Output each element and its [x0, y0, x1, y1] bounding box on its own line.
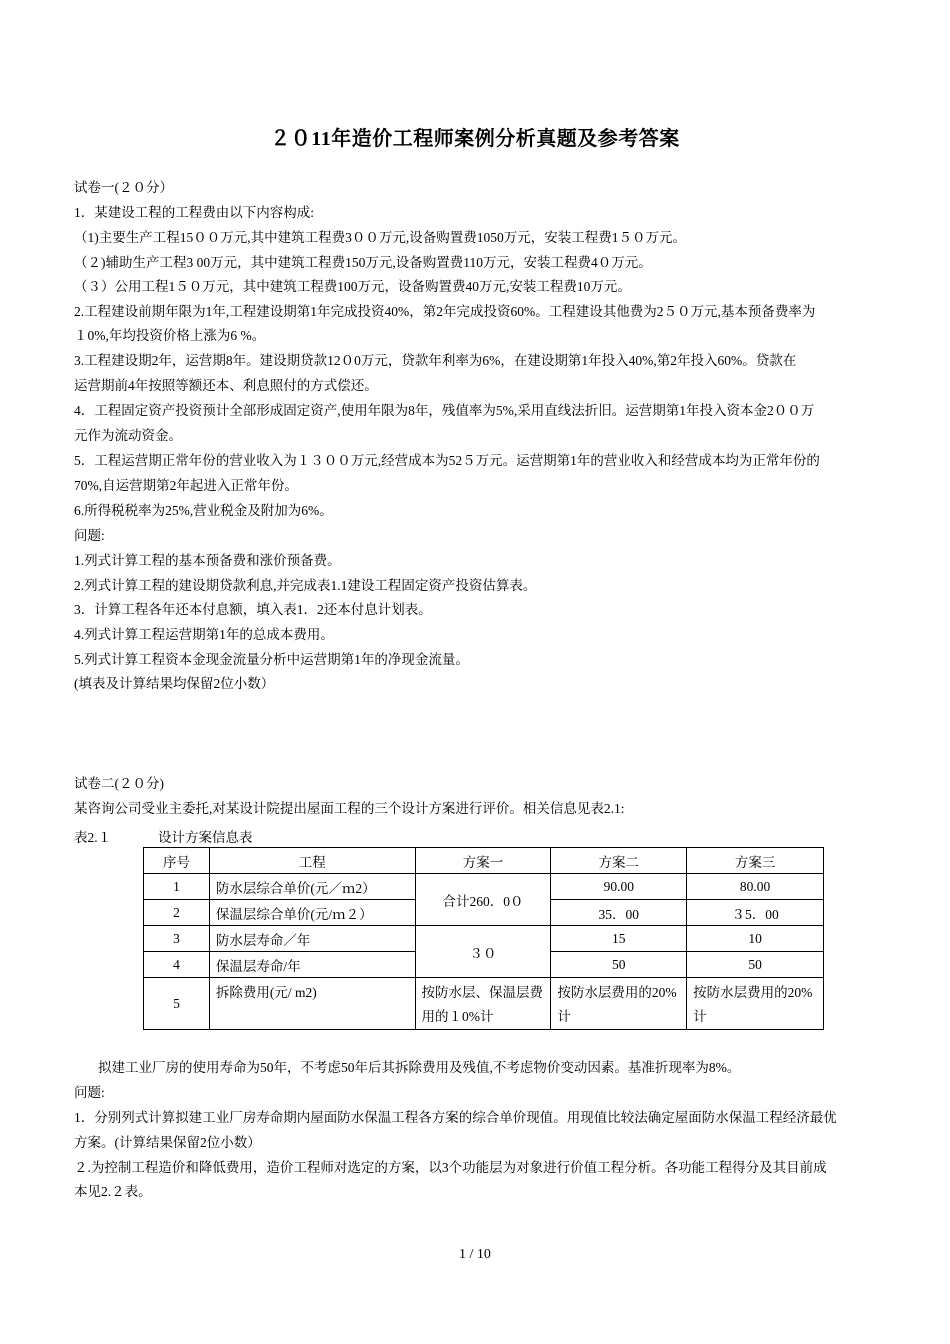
cell-no: 1	[144, 874, 210, 900]
paper1-line: 1．某建设工程的工程费由以下内容构成:	[74, 205, 315, 220]
paper1-line: （２)辅助生产工程3 00万元，其中建筑工程费150万元,设备购置费110万元，安装工程费4０万元。	[74, 255, 652, 270]
cell-plan3: 80.00	[687, 874, 824, 900]
header-cell-plan1: 方案一	[415, 848, 551, 874]
cell-plan3: 10	[687, 926, 824, 952]
paper1-heading: 试卷一(２０分）	[74, 180, 173, 195]
paper2-question: 方案。(计算结果保留2位小数）	[74, 1135, 261, 1150]
page-number: 1 / 10	[459, 1247, 491, 1262]
table-number: 表2.１	[74, 830, 112, 845]
table-row	[144, 978, 824, 1030]
paper1-question: 2.列式计算工程的建设期贷款利息,并完成表1.1建设工程固定资产投资估算表。	[74, 578, 537, 593]
design-plan-table	[143, 847, 824, 1030]
cell-plan2: 35．00	[551, 900, 687, 926]
paper2-question: 本见2.２表。	[74, 1184, 152, 1199]
paper1-note: (填表及计算结果均保留2位小数）	[74, 676, 275, 691]
cell-no: 2	[144, 900, 210, 926]
paper1-line: 元作为流动资金。	[74, 428, 182, 443]
table-row	[144, 926, 824, 952]
cell-plan3: 按防水层费用的20%计	[687, 978, 824, 1030]
table-row	[144, 874, 824, 900]
header-cell-item: 工程	[209, 848, 415, 874]
paper1-questions-label: 问题:	[74, 528, 105, 543]
paper1-line: 运营期前4年按照等额还本、利息照付的方式偿还。	[74, 378, 378, 393]
paper1-line: 3.工程建设期2年，运营期8年。建设期贷款12０0万元，贷款年利率为6%，在建设期第1年投入40%,第2年投入60%。贷款在	[74, 353, 797, 368]
cell-item: 保温层寿命/年	[209, 952, 415, 978]
cell-no: 4	[144, 952, 210, 978]
table-title: 设计方案信息表	[158, 830, 253, 845]
paper2-question: ２.为控制工程造价和降低费用，造价工程师对选定的方案，以3个功能层为对象进行价值工程分析。各功能工程得分及其目前成	[74, 1160, 827, 1175]
cell-plan1: 按防水层、保温层费用的１0%计	[415, 978, 551, 1030]
cell-no: 5	[144, 978, 210, 1030]
paper1-line: （３）公用工程1５０万元，其中建筑工程费100万元，设备购置费40万元,安装工程费10万元。	[74, 279, 631, 294]
paper1-line: １0%,年均投资价格上涨为6 %。	[74, 328, 266, 343]
cell-plan3: 50	[687, 952, 824, 978]
paper1-question: 1.列式计算工程的基本预备费和涨价预备费。	[74, 553, 341, 568]
cell-plan1-merged-price: 合计260．0０	[415, 874, 551, 926]
cell-plan2: 50	[551, 952, 687, 978]
cell-plan2: 15	[551, 926, 687, 952]
paper2-question: 1．分别列式计算拟建工业厂房寿命期内屋面防水保温工程各方案的综合单价现值。用现值比较法确定屋面防水保温工程经济最优	[74, 1110, 837, 1125]
cell-plan1-merged-life: ３０	[415, 926, 551, 978]
paper1-line: 4．工程固定资产投资预计全部形成固定资产,使用年限为8年，残值率为5%,采用直线法折旧。运营期第1年投入资本金2００万	[74, 403, 815, 418]
paper1-line: （1)主要生产工程15００万元,其中建筑工程费3００万元,设备购置费1050万元，安装工程费1５０万元。	[74, 230, 686, 245]
table-header-row	[144, 848, 824, 874]
cell-item: 防水层寿命／年	[209, 926, 415, 952]
paper1-question: 4.列式计算工程运营期第1年的总成本费用。	[74, 627, 334, 642]
paper1-question: 5.列式计算工程资本金现金流量分析中运营期第1年的净现金流量。	[74, 652, 469, 667]
cell-plan2: 90.00	[551, 874, 687, 900]
paper2-condition: 拟建工业厂房的使用寿命为50年，不考虑50年后其拆除费用及残值,不考虑物价变动因素。基准折现率为8%。	[98, 1060, 741, 1075]
header-cell-plan3: 方案三	[687, 848, 824, 874]
paper2-intro: 某咨询公司受业主委托,对某设计院提出屋面工程的三个设计方案进行评价。相关信息见表2.1:	[74, 801, 625, 816]
cell-no: 3	[144, 926, 210, 952]
document-title: ２０11年造价工程师案例分析真题及参考答案	[270, 128, 680, 150]
cell-plan3: ３5．00	[687, 900, 824, 926]
cell-plan2: 按防水层费用的20%计	[551, 978, 687, 1030]
paper2-heading: 试卷二(２０分)	[74, 776, 164, 791]
cell-item: 防水层综合单价(元／ｍ2）	[209, 874, 415, 900]
paper1-line: 70%,自运营期第2年起进入正常年份。	[74, 478, 298, 493]
paper1-question: 3．计算工程各年还本付息额，填入表1．2还本付息计划表。	[74, 602, 432, 617]
paper2-questions-label: 问题:	[74, 1085, 105, 1100]
cell-item: 保温层综合单价(元/ｍ２）	[209, 900, 415, 926]
header-cell-plan2: 方案二	[551, 848, 687, 874]
header-cell-no: 序号	[144, 848, 210, 874]
paper1-line: 2.工程建设前期年限为1年,工程建设期第1年完成投资40%，第2年完成投资60%。工程建设其他费为2５０万元,基本预备费率为	[74, 304, 816, 319]
paper1-line: 6.所得税税率为25%,营业税金及附加为6%。	[74, 503, 333, 518]
cell-item: 拆除费用(元/ m2)	[209, 978, 415, 1030]
paper1-line: 5．工程运营期正常年份的营业收入为１３００万元,经营成本为52５万元。运营期第1年的营业收入和经营成本均为正常年份的	[74, 453, 820, 468]
